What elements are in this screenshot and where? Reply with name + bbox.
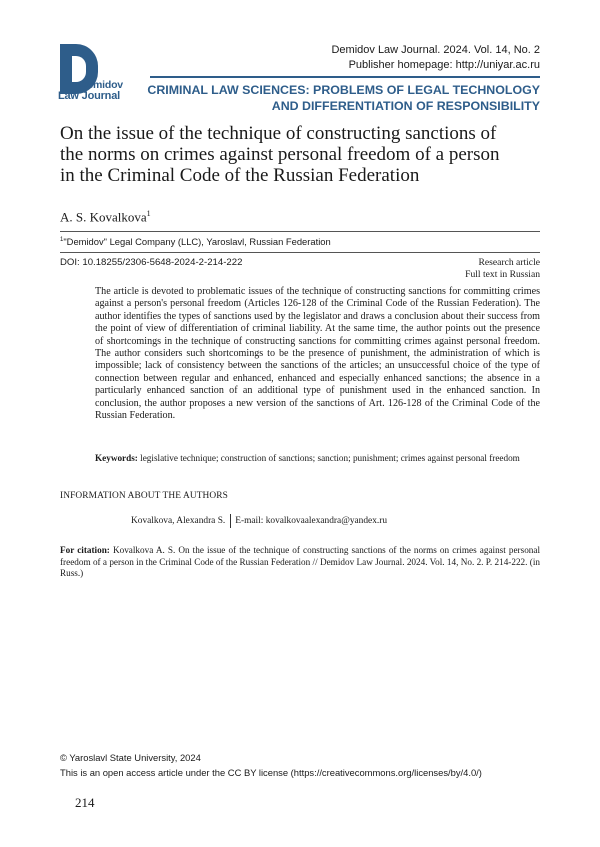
author-info-separator [230, 514, 231, 528]
affiliation-divider [60, 252, 540, 253]
section-title-line2: AND DIFFERENTIATION OF RESPONSIBILITY [271, 99, 540, 113]
authors-line [60, 209, 151, 225]
affiliation-text: "Demidov" Legal Company (LLC), Yaroslavl, Russian Federation [63, 236, 331, 247]
section-title-line1: CRIMINAL LAW SCIENCES: PROBLEMS OF LEGAL TECHNOLOGY [147, 83, 540, 97]
copyright: © Yaroslavl State University, 2024 [60, 752, 201, 763]
citation [60, 545, 540, 580]
abstract: The article is devoted to problematic issues of the technique of constructing sanctions for committing crimes against a person's personal freedom (Articles 126-128 of the Criminal Code of the Russian Federation). The author identifies the types of sanctions used by the legislator and draws a conclusion about their success from the point of view of differentiation of criminal liability. At the same time, the author points out the presence of shortcomings in the technique of constructing sanctions for committing crimes against personal freedom. The author considers such shortcomings to be the presence of punishment, the administration of which is impossible; lack of consistency between the sanctions of the articles; an unsuccessful choice of the type of connection between regular and enhanced, enhanced and especially enhanced sanctions; the absence in a particularly enhanced sanction of an additional type of punishment used in the enhanced sanction. In conclusion, the author proposes a new version of the sanctions of Art. 126-128 of the Criminal Code of the Russian Federation. [95, 286, 540, 422]
header-divider [150, 76, 540, 78]
article-type-language: Full text in Russian [465, 269, 540, 280]
author-divider [60, 231, 540, 232]
journal-issue-line: Demidov Law Journal. 2024. Vol. 14, No. 2 [331, 44, 540, 56]
author-full-name: Kovalkova, Alexandra S. [131, 516, 226, 527]
license-notice[interactable]: This is an open access article under the CC BY license (https://creativecommons.org/licenses/by/4.0/) [60, 767, 482, 778]
article-title: On the issue of the technique of constructing sanctions of the norms on crimes against personal freedom of a person in the Criminal Code of the Russian Federation [60, 123, 500, 186]
journal-logo [58, 44, 124, 104]
author-affiliation-mark: 1 [146, 209, 151, 218]
authors-info-heading: INFORMATION ABOUT THE AUTHORS [60, 491, 228, 501]
doi[interactable]: DOI: 10.18255/2306-5648-2024-2-214-222 [60, 257, 243, 268]
publisher-homepage: Publisher homepage: http://uniyar.ac.ru [348, 59, 540, 71]
author-info-row [131, 514, 387, 528]
section-title [140, 82, 540, 114]
keywords-label: Keywords: [95, 453, 138, 463]
affiliation [60, 236, 331, 247]
citation-text: Kovalkova A. S. On the issue of the technique of constructing sanctions of the norms on crimes against personal freedom of a person in the Criminal Code of the Russian Federation // Demidov Law Journal. 2024. Vol. 14, No. 2. P. 214-222. (in Russ.) [60, 545, 541, 579]
affiliation-mark: 1 [60, 236, 64, 243]
keywords [95, 453, 540, 465]
author-name: A. S. Kovalkova [60, 209, 147, 225]
citation-label: For citation: [60, 545, 110, 555]
author-email[interactable]: E-mail: kovalkovaalexandra@yandex.ru [235, 516, 388, 527]
article-type-research: Research article [478, 257, 540, 268]
logo-word-law-journal: Law Journal [58, 90, 120, 102]
keywords-text: legislative technique; construction of sanctions; sanction; punishment; crimes against personal freedom [140, 453, 520, 463]
logo-word-demidov: Demidov [80, 79, 123, 91]
article-type [380, 257, 540, 281]
page-number: 214 [75, 795, 95, 810]
